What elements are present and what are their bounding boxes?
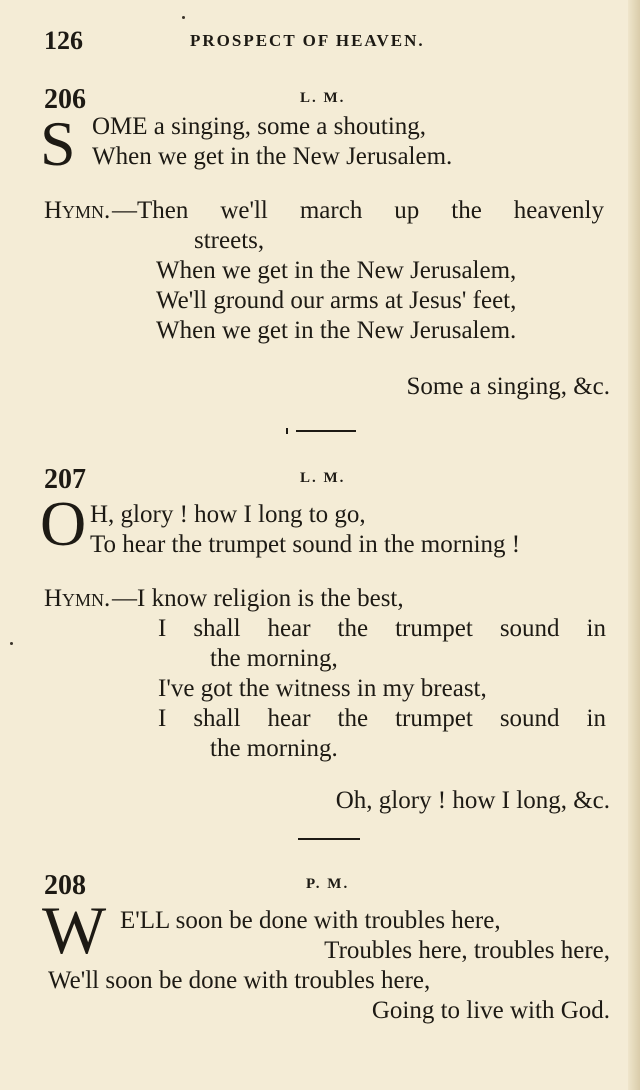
chorus-line-5: When we get in the New Jerusalem. xyxy=(156,317,517,344)
hymn-208 xyxy=(44,870,610,1040)
page-number: 126 xyxy=(44,26,83,55)
paper-speck xyxy=(10,642,13,645)
chorus-line-4: I've got the witness in my breast, xyxy=(158,675,487,702)
refrain-reference: Oh, glory ! how I long, &c. xyxy=(335,787,610,814)
opening-line-1: H, glory ! how I long to go, xyxy=(90,501,366,528)
drop-cap: O xyxy=(40,488,87,559)
chorus-line-6: the morning. xyxy=(210,735,338,762)
opening-line-2: To hear the trumpet sound in the morning ! xyxy=(90,531,521,558)
hymn-meter: L. M. xyxy=(300,470,346,486)
hymn-meter: L. M. xyxy=(300,90,346,106)
section-divider xyxy=(296,430,356,432)
drop-cap: W xyxy=(42,892,107,968)
drop-cap: S xyxy=(40,108,76,179)
chorus-line-2: streets, xyxy=(194,227,265,254)
verse-line-4: Going to live with God. xyxy=(371,997,610,1024)
verse-line-2: Troubles here, troubles here, xyxy=(324,937,610,964)
chorus-line-2: I shall hear the trumpet sound in xyxy=(158,615,606,642)
verse-line-1: E'LL soon be done with troubles here, xyxy=(120,907,501,934)
verse-line-3: We'll soon be done with troubles here, xyxy=(48,967,431,994)
hymn-number: 207 xyxy=(44,464,86,495)
chorus-line-1: —Then we'll march up the heavenly xyxy=(112,197,604,224)
chorus-line-1: —I know religion is the best, xyxy=(112,585,404,612)
chorus-line-3: When we get in the New Jerusalem, xyxy=(156,257,517,284)
hymn-207 xyxy=(40,464,610,824)
paper-speck xyxy=(182,16,185,19)
page-header xyxy=(44,26,604,56)
chorus-line-5: I shall hear the trumpet sound in xyxy=(158,705,606,732)
hymn-meter: P. M. xyxy=(306,876,350,892)
chorus-line-3: the morning, xyxy=(210,645,338,672)
hymn-number: 208 xyxy=(44,870,86,901)
hymn-number: 206 xyxy=(44,84,86,115)
opening-line-1: OME a singing, some a shouting, xyxy=(92,113,427,140)
ornament-dot xyxy=(286,428,288,434)
chorus-line-4: We'll ground our arms at Jesus' feet, xyxy=(156,287,517,314)
chorus-label: Hymn. xyxy=(44,585,111,612)
chorus-label: Hymn. xyxy=(44,197,111,224)
opening-line-2: When we get in the New Jerusalem. xyxy=(92,143,453,170)
hymn-206 xyxy=(40,84,610,414)
page-edge-shadow xyxy=(628,0,640,1090)
section-divider xyxy=(298,838,360,840)
refrain-reference: Some a singing, &c. xyxy=(406,373,610,400)
running-title: PROSPECT OF HEAVEN. xyxy=(190,31,425,50)
